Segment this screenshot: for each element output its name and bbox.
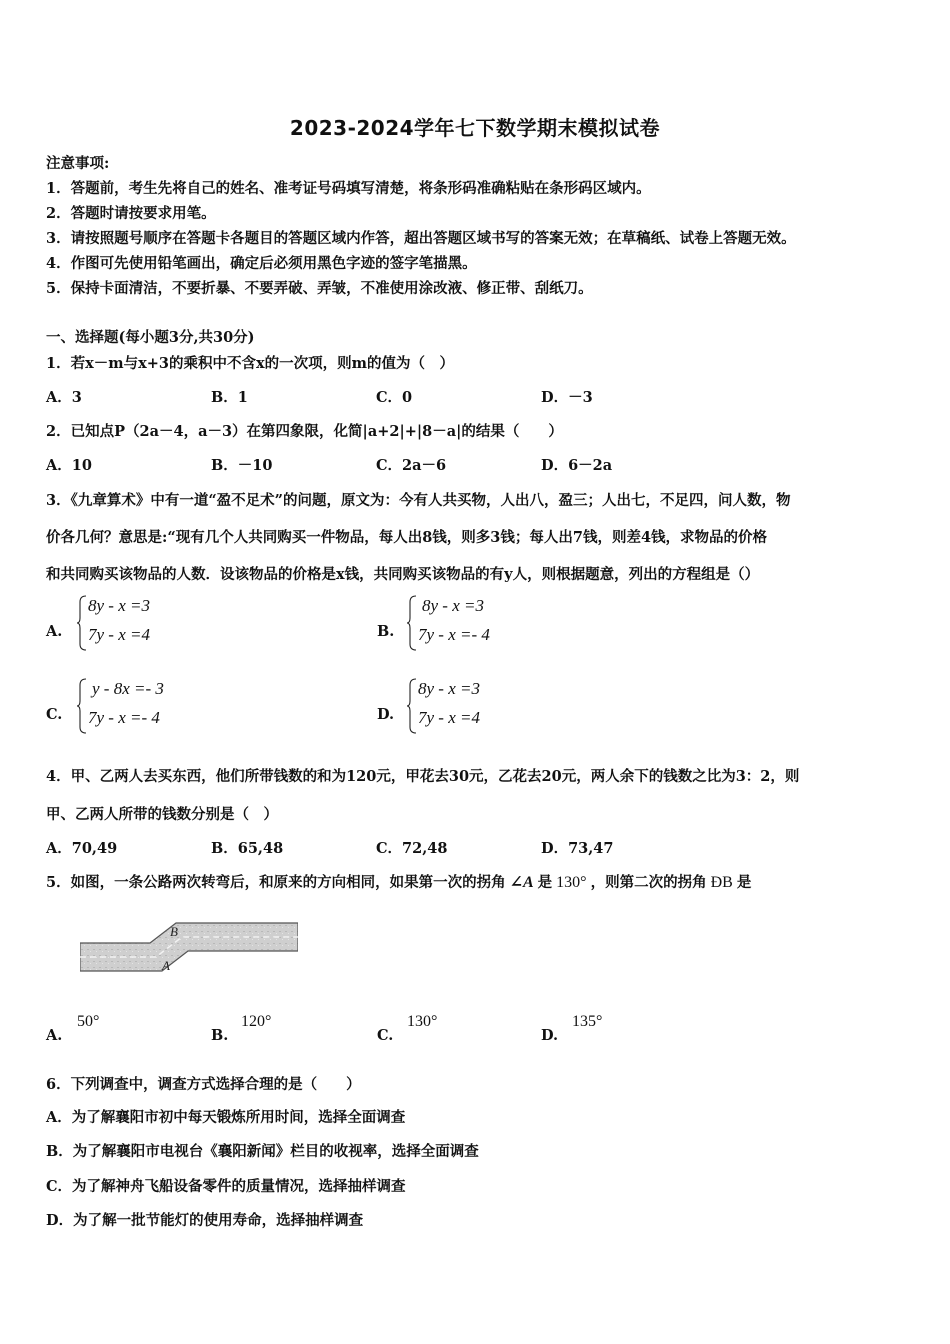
question-5-stem: [46, 871, 751, 892]
q5-angle-b: ÐB: [710, 874, 733, 891]
q4-option-b: B．65,48: [211, 840, 284, 857]
q1-option-b: B．1: [211, 389, 248, 406]
q1-option-c: C．0: [376, 389, 413, 406]
notice-item: 2．答题时请按要求用笔。: [46, 205, 216, 222]
q2-option-d: D．6－2a: [541, 457, 613, 474]
equation: 7y - x =4: [88, 625, 150, 644]
q2-option-c: C．2a－6: [376, 457, 447, 474]
question-3-line: 和共同购买该物品的人数．设该物品的价格是x钱，共同购买该物品的有y人，则根据题意，列出的方程组是（）: [46, 566, 760, 583]
equation: 7y - x =- 4: [418, 625, 490, 644]
q6-option-a: A．为了解襄阳市初中每天锻炼所用时间，选择全面调查: [46, 1109, 406, 1126]
q2-option-a: A．10: [46, 457, 92, 474]
q6-option-b: B．为了解襄阳市电视台《襄阳新闻》栏目的收视率，选择全面调查: [46, 1143, 479, 1160]
q5-stem-part: 5．如图，一条公路两次转弯后，和原来的方向相同，如果第一次的拐角: [46, 874, 506, 891]
q3-option-d-label: D.: [377, 706, 395, 723]
figure-label-a: A: [162, 958, 170, 973]
brace-icon: [76, 594, 88, 652]
q5-option-d-value: 135°: [572, 1013, 603, 1030]
notice-item: 3．请按照题号顺序在答题卡各题目的答题区域内作答，超出答题区域书写的答案无效；在草稿纸、试卷上答题无效。: [46, 230, 796, 247]
section-heading: 一、选择题(每小题3分,共30分): [46, 329, 255, 346]
figure-label-b: B: [170, 924, 178, 939]
notice-item: 4．作图可先使用铅笔画出，确定后必须用黑色字迹的签字笔描黑。: [46, 255, 477, 272]
page-title: 2023-2024学年七下数学期末模拟试卷: [289, 116, 661, 140]
equation: 8y - x =3: [88, 596, 150, 615]
q5-angle-a: ∠A: [509, 874, 534, 891]
q5-stem-part: ，则第二次的拐角: [590, 874, 707, 891]
brace-icon: [406, 594, 418, 652]
equation: 7y - x =- 4: [88, 708, 160, 727]
q5-option-b-label: B.: [211, 1027, 229, 1044]
equation: 7y - x =4: [418, 708, 480, 727]
q6-option-d: D．为了解一批节能灯的使用寿命，选择抽样调查: [46, 1212, 364, 1229]
q1-option-d: D．－3: [541, 389, 593, 406]
road-figure: [80, 917, 298, 985]
q5-option-a-value: 50°: [77, 1013, 100, 1030]
q5-option-c-label: C.: [377, 1027, 394, 1044]
q5-option-b-value: 120°: [241, 1013, 272, 1030]
q2-option-b: B．－10: [211, 457, 273, 474]
notice-item: 5．保持卡面清洁，不要折暴、不要弄破、弄皱，不准使用涂改液、修正带、刮纸刀。: [46, 280, 593, 297]
question-1-stem: 1．若x－m与x+3的乘积中不含x的一次项，则m的值为（ ）: [46, 355, 454, 372]
equation: 8y - x =3: [418, 679, 480, 698]
q4-option-d: D．73,47: [541, 840, 614, 857]
q3-option-a-label: A.: [46, 623, 63, 640]
q5-option-c-value: 130°: [407, 1013, 438, 1030]
question-3-line: 3．《九章算术》中有一道“盈不足术”的问题，原文为：今有人共买物，人出八，盈三；人出七，不足四，问人数，物: [46, 492, 791, 509]
q4-option-a: A．70,49: [46, 840, 118, 857]
equation: 8y - x =3: [422, 596, 484, 615]
question-4-line: 4．甲、乙两人去买东西，他们所带钱数的和为120元，甲花去30元，乙花去20元，两人余下的钱数之比为3：2，则: [46, 768, 800, 785]
q1-option-a: A．3: [46, 389, 82, 406]
q3-option-b-label: B.: [377, 623, 395, 640]
q5-option-d-label: D.: [541, 1027, 559, 1044]
notice-item: 1．答题前，考生先将自己的姓名、准考证号码填写清楚，将条形码准确粘贴在条形码区域内。: [46, 180, 651, 197]
equation: y - 8x =- 3: [92, 679, 164, 698]
question-3-line: 价各几何？意思是:“现有几个人共同购买一件物品，每人出8钱，则多3钱；每人出7钱，则差4钱，求物品的价格: [46, 529, 768, 546]
question-6-stem: 6．下列调查中，调查方式选择合理的是（ ）: [46, 1076, 361, 1093]
brace-icon: [76, 677, 88, 735]
question-4-line: 甲、乙两人所带的钱数分别是（ ）: [46, 806, 278, 823]
q5-angle-value: 130°: [556, 874, 587, 891]
q5-stem-part: 是: [736, 874, 752, 891]
notice-heading: 注意事项:: [46, 155, 110, 172]
q5-stem-part: 是: [537, 874, 553, 891]
question-2-stem: 2．已知点P（2a－4，a－3）在第四象限，化简|a+2|+|8－a|的结果（ ）: [46, 423, 563, 440]
q6-option-c: C．为了解神舟飞船设备零件的质量情况，选择抽样调查: [46, 1178, 406, 1195]
q4-option-c: C．72,48: [376, 840, 448, 857]
q3-option-c-label: C.: [46, 706, 63, 723]
brace-icon: [406, 677, 418, 735]
q5-option-a-label: A.: [46, 1027, 63, 1044]
